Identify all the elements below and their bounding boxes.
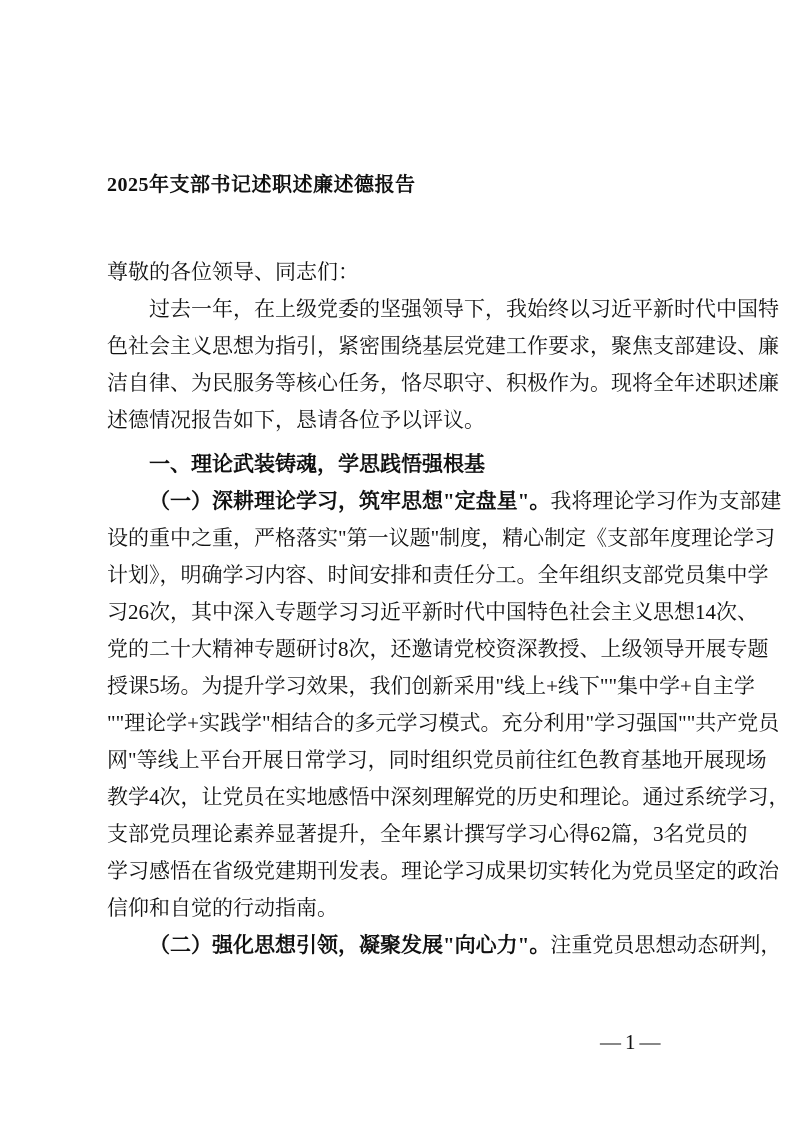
- paragraph-line: 支部党员理论素养显著提升，全年累计撰写学习心得62篇，3名党员的: [107, 822, 748, 846]
- paragraph-line: 学习感悟在省级党建期刊发表。理论学习成果切实转化为党员坚定的政治: [107, 859, 779, 883]
- paragraph-line: 网"等线上平台开展日常学习，同时组织党员前往红色教育基地开展现场: [107, 748, 767, 772]
- paragraph-line: 述德情况报告如下，恳请各位予以评议。: [107, 408, 485, 432]
- paragraph-line: 设的重中之重，严格落实"第一议题"制度，精心制定《支部年度理论学习: [107, 526, 776, 550]
- paragraph-line: [107, 927, 782, 964]
- paragraph-line: 信仰和自觉的行动指南。: [107, 896, 338, 920]
- paragraph-line: [107, 483, 782, 520]
- paragraph-line: 教学4次，让党员在实地感悟中深刻理解党的历史和理论。通过系统学习，: [107, 785, 790, 809]
- section-heading: 一、理论武装铸魂，学思践悟强根基: [149, 452, 485, 476]
- paragraph-line: 党的二十大精神专题研讨8次，还邀请党校资深教授、上级领导开展专题: [107, 637, 769, 661]
- paragraph-line: 色社会主义思想为指引，紧密围绕基层党建工作要求，聚焦支部建设、廉: [107, 334, 779, 358]
- paragraph-line: 过去一年，在上级党委的坚强领导下，我始终以习近平新时代中国特: [149, 297, 779, 321]
- paragraph-line: 习26次，其中深入专题学习习近平新时代中国特色社会主义思想14次、: [107, 600, 758, 624]
- subsection-title: （一）深耕理论学习，筑牢思想"定盘星"。: [149, 489, 551, 513]
- document-body: [107, 254, 790, 964]
- paragraph-text: 注重党员思想动态研判，: [550, 933, 782, 957]
- page-number: —1—: [600, 1030, 665, 1054]
- document-title: 2025年支部书记述职述廉述德报告: [107, 174, 416, 196]
- paragraph-text: 我将理论学习作为支部建: [550, 489, 782, 513]
- paragraph-line: ""理论学+实践学"相结合的多元学习模式。充分利用"学习强国""共产党员: [107, 711, 780, 735]
- paragraph-line: 授课5场。为提升学习效果，我们创新采用"线上+线下""集中学+自主学: [107, 674, 755, 698]
- paragraph-line: 计划》，明确学习内容、时间安排和责任分工。全年组织支部党员集中学: [107, 563, 769, 587]
- greeting: 尊敬的各位领导、同志们：: [107, 260, 359, 284]
- subsection-title: （二）强化思想引领，凝聚发展"向心力"。: [149, 933, 551, 957]
- paragraph-line: 洁自律、为民服务等核心任务，恪尽职守、积极作为。现将全年述职述廉: [107, 371, 779, 395]
